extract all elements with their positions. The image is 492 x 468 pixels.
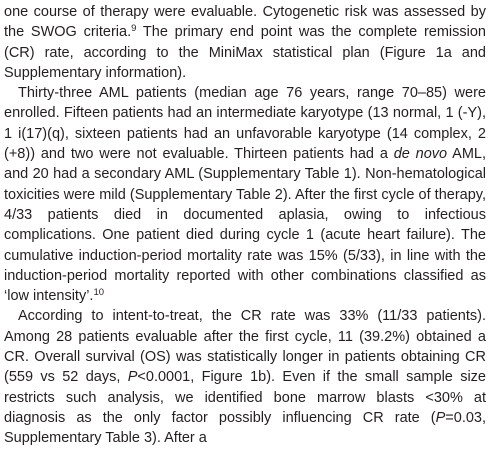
- italic-de-novo: de novo: [393, 146, 448, 163]
- paragraph-patients: Thirty-three AML patients (median age 76 years, range 70–85) were enrolled. Fifteen patients had an intermediate karyotype (13 normal, 1 (-Y), 1 i(17)(q), sixteen patients had an unfavorable karyotype (14 complex, 2 (+8)) and two were not evaluable. Thirteen patients had a de novo AML, and 20 had a secondary AML (Supplementary Table 1). Non-hematological toxicities were mild (Supplementary Table 2). After the first cycle of therapy, 4/33 patients died in documented aplasia, owing to infectious complications. One patient died during cycle 1 (acute heart failure). The cumulative induction-period mortality rate was 15% (5/33), in line with the induction-period mortality reported with other combinations classified as ‘low intensity’.$^{10}$: [4, 85, 486, 305]
- reference-superscript-10: 10: [93, 287, 105, 299]
- paragraph-results: According to intent-to-treat, the CR rate was 33% (11/33 patients). Among 28 patients evaluable after the first cycle, 11 (39.2%) obtained a CR. Overall survival (OS) was statistically longer in patients obtaining CR (559 vs 52 days, P<0.0001, Figure 1b). Even if the small sample size restricts such analysis, we identified bone marrow blasts <30% at diagnosis as the only factor possibly influencing CR rate (P=0.03, Supplementary Table 3). After a: [4, 308, 487, 447]
- italic-p-value-2: P: [435, 409, 446, 426]
- reference-superscript-9: 9: [131, 23, 137, 35]
- paragraph-endpoint: one course of therapy were evaluable. Cytogenetic risk was assessed by the SWOG criteria.$^9$ The primary end point was the complete remission (CR) rate, according to the MiniMax statistical plan (Figure 1a and Supplementary information).: [4, 4, 486, 81]
- italic-p-value-1: P: [127, 369, 138, 386]
- article-body: [4, 2, 486, 449]
